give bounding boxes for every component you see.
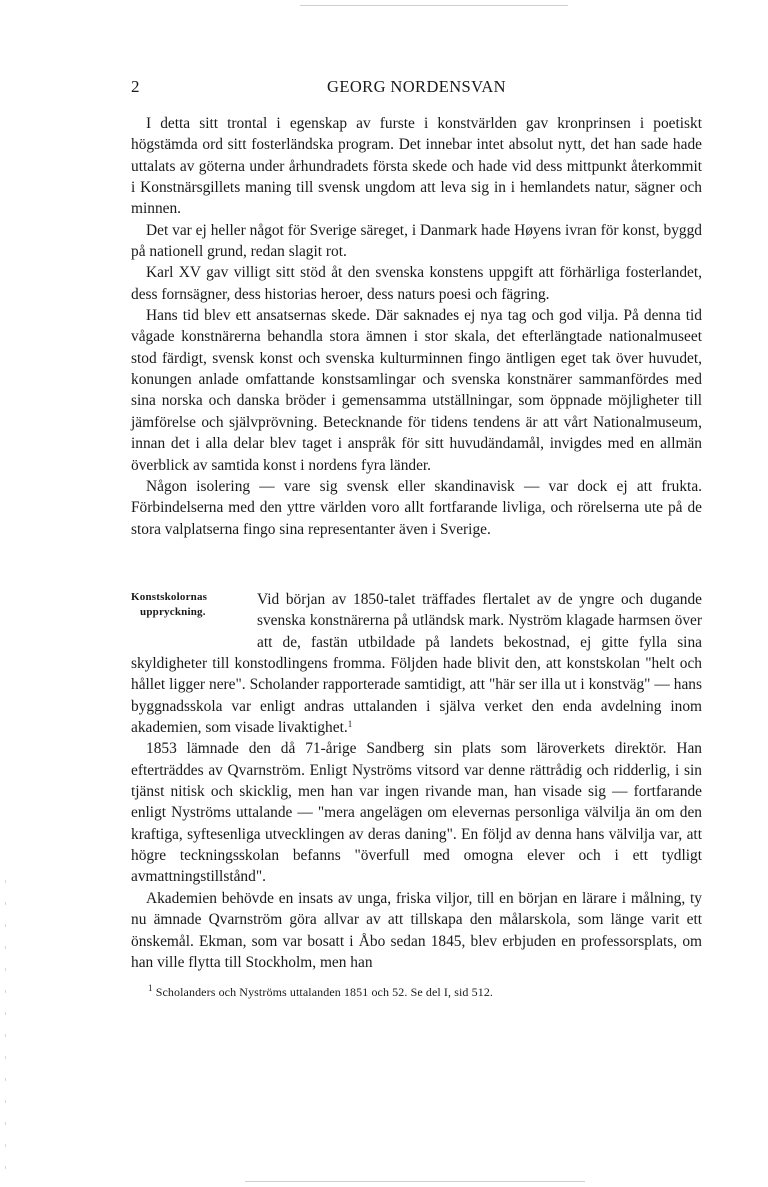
paragraph-text: Vid början av 1850-talet träffades flertalet av de yngre och dugande svenska konstnärerna på utländsk mark. Nyström klagade harmsen över att de, fastän utbildade på landets bekostnad, ej gitte fylla sina skyldigheter till konstodlingens fromma. Följden hade blivit den, att konstskolan "helt och hållet ligger nere". Scholander rapporterade samtidigt, att "här ser illa ut i konstväg" — hans byggnadsskola var enligt andras uttalanden i själva verket den enda avdelning inom akademien, som visade livaktighet. (131, 591, 702, 737)
paragraph: I detta sitt trontal i egenskap av furste i konstvärlden gav kronprinsen i poetiskt högstämda ord sitt fosterländska program. Det innebar intet absolut nytt, det han sade hade uttalats av göterna under århundradets första skede och hade vid dess mittpunkt återkommit i Konstnärsgillets maning till svensk ungdom att leva sig in i hemlandets natur, sägner och minnen. (131, 115, 702, 218)
bottom-scan-rule (245, 1181, 585, 1182)
paragraph: Hans tid blev ett ansatsernas skede. Där saknades ej nya tag och god vilja. På denna tid vågade konstnärerna behandla stora ämnen i stor skala, det efterlängtade nationalmuseet stod färdigt, svensk konst och svenska kulturminnen fingo äntligen eget tak över huvudet, konungen anlade omfattande konstsamlingar och svenska konstnärer sammanfördes med sina norska och danska bröder i gemensamma utställningar, som öppnade möjligheter till jämförelse och självprövning. Betecknande för tidens tendens är att vårt Nationalmuseum, innan det i alla delar blev taget i anspråk för sitt huvudändamål, invigdes med en allmän överblick av samtida konst i nordens fyra länder. (131, 307, 702, 474)
marginal-note (131, 590, 257, 634)
scan-margin-specks (5, 880, 6, 1180)
footnote-text: Scholanders och Nyströms uttalanden 1851 och 52. Se del I, sid 512. (155, 985, 494, 999)
footnote-ref: 1 (347, 719, 353, 730)
section-konstskolornas (131, 589, 702, 973)
running-head: GEORG NORDENSVAN (327, 77, 506, 96)
top-scan-rule (300, 5, 568, 6)
page-header (131, 77, 702, 101)
page-number: 2 (131, 77, 140, 96)
marginal-note-line: uppryckning. (140, 606, 206, 618)
paragraph: Någon isolering — vare sig svensk eller skandinavisk — var dock ej att frukta. Förbindelserna med den yttre världen voro allt fortfarande livliga, och rörelserna ute på de stora valplatserna fingo sina representanter även i Sverige. (131, 477, 702, 538)
body-text (131, 113, 702, 540)
footnote (148, 985, 493, 1000)
footnote-marker: 1 (148, 983, 153, 993)
paragraph: Akademien behövde en insats av unga, friska viljor, till en början en lärare i målning, ty nu ämnade Qvarnström göra allvar av att tillskapa den målarskola, som länge varit ett önskemål. Ekman, som var bosatt i Åbo sedan 1845, blev erbjuden en professorsplats, om han ville flytta till Stockholm, men han (131, 889, 702, 971)
marginal-note-line: Konstskolornas (131, 591, 208, 603)
paragraph: 1853 lämnade den då 71-årige Sandberg sin plats som läroverkets direktör. Han efterträddes av Qvarnström. Enligt Nyströms vitsord var denne rättrådig och ridderlig, i sin tjänst nitisk och skicklig, men han var ingen rivande man, han visade sig — fortfarande enligt Nyströms uttalande — "mera angelägen om elevernas personliga välvilja än om den kraftiga, syftesenliga utvecklingen av deras daning". En följd av denna hans välvilja var, att högre teckningsskolan befanns "överfull med omogna elever och i ett tydligt avmattningstillstånd". (131, 740, 702, 886)
paragraph: Det var ej heller något för Sverige säreget, i Danmark hade Høyens ivran för konst, byggd på nationell grund, redan slagit rot. (131, 221, 702, 261)
paragraph: Karl XV gav villigt sitt stöd åt den svenska konstens uppgift att förhärliga fosterlandet, dess fornsägner, dess historias heroer, dess naturs poesi och fägring. (131, 264, 702, 303)
